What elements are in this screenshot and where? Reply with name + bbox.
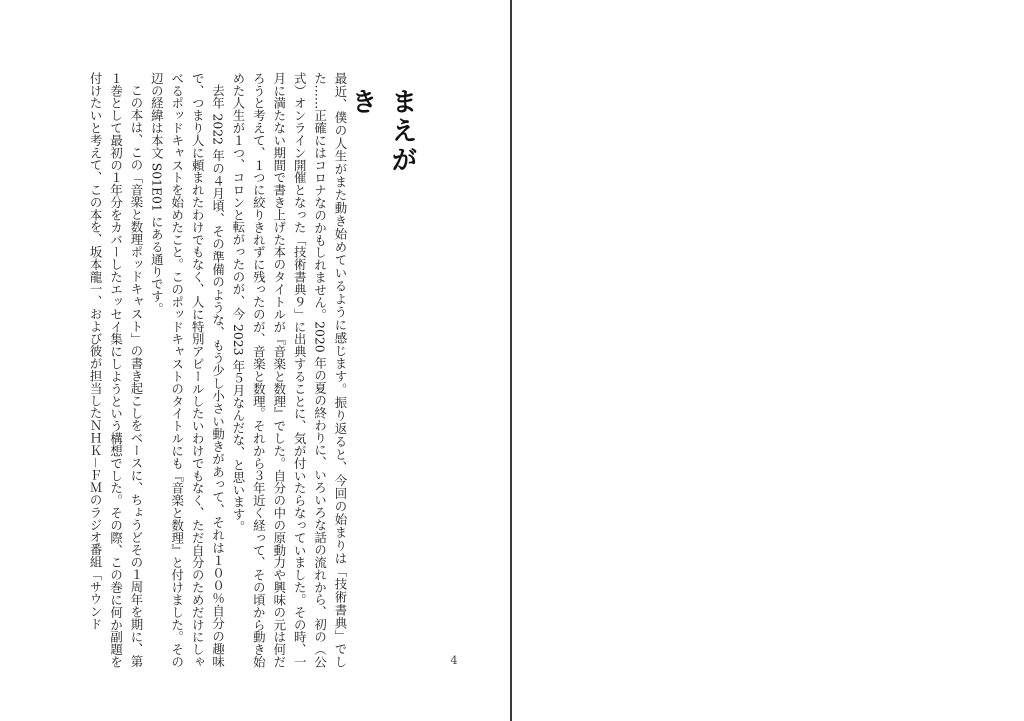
paragraph-3: この本は、この「音楽と数理ポッドキャスト」の書き起こしをベースに、ちょうどその１周年を期に、第１巻として最初の１年分をカバーしたエッセイ集にしようという構想でした。その際、この巻に何か副題を付けたいと考えて、この本を、坂本龍一、および彼が担当したＮＨＫ－ＦＭのラジオ番組「サウンド xyxy=(88,72,144,668)
right-page xyxy=(512,0,1024,721)
paragraph-1: 最近、僕の人生がまた動き始めているように感じます。振り返ると、今回の始まりは「技術書典」でした……正確にはコロナなのかもしれません。2020 年の夏の終わりに、いろいろな話の流れから、初の（公式）オンライン開催となった「技術書典９」に出典することに、気が付いたらなっていました。その時、一月に満たない期間で書き上げた本のタイトルが『音楽と数理』でした。自分の中の原動力や興味の元は何だろうと考えて、１つに絞りきれずに残ったのが、音楽と数理。それから３年近く経って、その頃から動き始めた人生が１つ、コロンと転がったのが、今 2023 年５月なんだな、と思います。 xyxy=(230,72,348,668)
page-number: 4 xyxy=(450,654,458,667)
left-page xyxy=(0,0,510,721)
body-text xyxy=(60,72,350,668)
paragraph-2: 去年 2022 年の４月頃、その準備のような、もう少し小さい動きがあって、それは１００％自分の趣味で、つまり人に頼まれたわけでもなく、人に特別アピールしたいわけでもなく、ただ自分のためだけにしゃべるポッドキャストを始めたこと。このポッドキャストのタイトルにも『音楽と数理』と付けました。その辺の経緯は本文 S01E01 にある通りです。 xyxy=(149,72,226,668)
chapter-title: まえがき xyxy=(347,88,417,175)
